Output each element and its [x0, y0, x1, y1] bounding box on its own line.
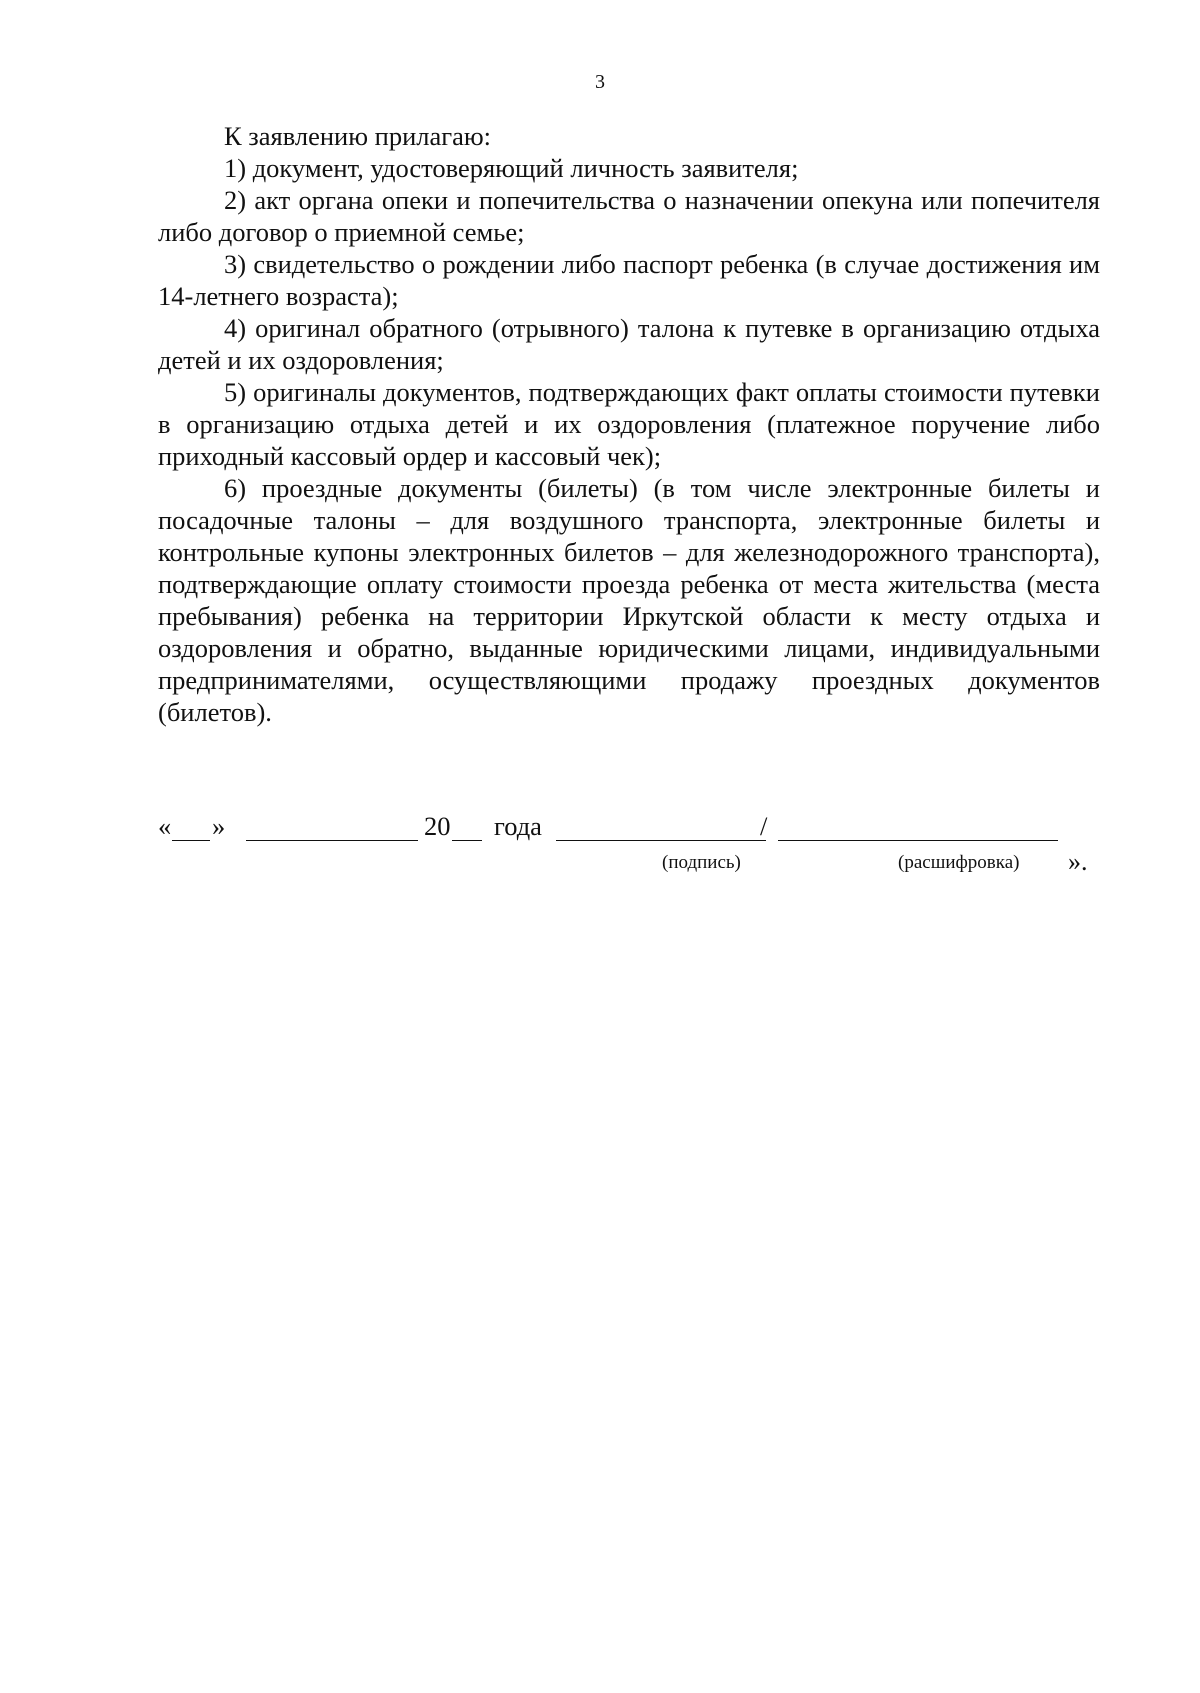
attachments-intro: К заявлению прилагаю:: [224, 121, 492, 151]
page-number: 3: [595, 71, 605, 93]
date-close-quote: »: [212, 811, 226, 841]
attachment-item-4: 4) оригинал обратного (отрывного) талона к путевке в организацию отдыха детей и их оздоровления;: [158, 313, 1100, 375]
date-open-quote: «: [158, 811, 172, 841]
attachment-item-2: 2) акт органа опеки и попечительства о назначении опекуна или попечителя либо договор о приемной семье;: [158, 185, 1100, 247]
transcript-caption: (расшифровка): [898, 852, 1020, 873]
signature-separator: /: [760, 811, 768, 841]
year-prefix: 20: [424, 811, 451, 841]
date-signature-line: [158, 810, 1100, 844]
signature-blank: [556, 840, 766, 841]
attachment-item-1: 1) документ, удостоверяющий личность заявителя;: [224, 153, 799, 183]
month-blank: [246, 840, 418, 841]
closing-mark: ».: [1068, 847, 1088, 876]
year-word: года: [494, 811, 542, 841]
attachments-list: [158, 120, 1100, 728]
attachment-item-5: 5) оригиналы документов, подтверждающих факт оплаты стоимости путевки в организацию отдыха детей и их оздоровления (платежное поручение либо приходный кассовый ордер и кассовый чек);: [158, 377, 1100, 471]
attachment-item-6: 6) проездные документы (билеты) (в том числе электронные билеты и посадочные талоны – для воздушного транспорта, электронные билеты и контрольные купоны электронных билетов – для железнодорожного транспорта), подтверждающие оплату стоимости проезда ребенка от места жительства (места пребывания) ребенка на территории Иркутской области к месту отдыха и оздоровления и обратно, выданные юридическими лицами, индивидуальными предпринимателями, осуществляющими продажу проездных документов (билетов).: [158, 473, 1100, 727]
transcript-blank: [778, 840, 1058, 841]
day-blank: [172, 840, 210, 841]
attachment-item-3: 3) свидетельство о рождении либо паспорт ребенка (в случае достижения им 14-летнего возраста);: [158, 249, 1100, 311]
year-blank: [452, 840, 482, 841]
signature-caption: (подпись): [662, 852, 741, 873]
